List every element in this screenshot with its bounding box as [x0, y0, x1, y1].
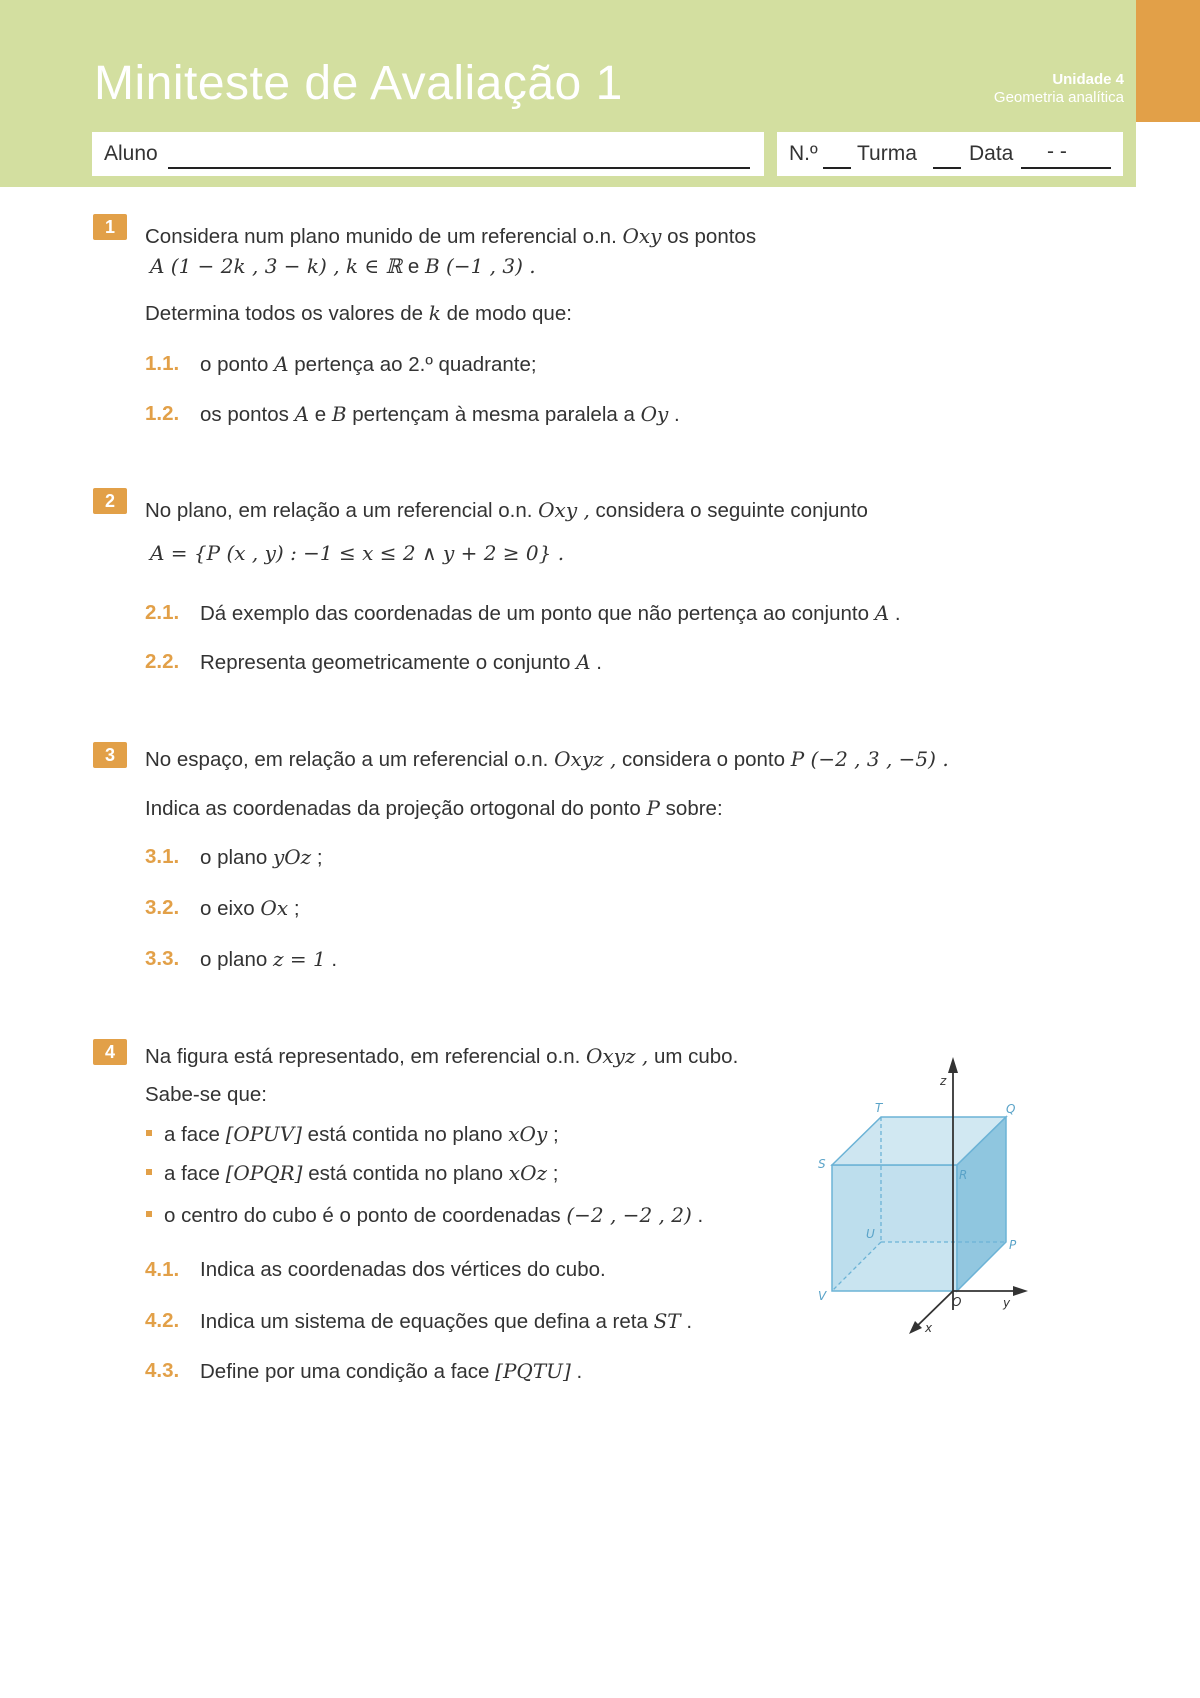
number-label: N.º	[789, 142, 818, 165]
item-3-2-number: 3.2.	[145, 896, 180, 919]
item-4-2-text: Indica um sistema de equações que defina a reta ST .	[200, 1309, 693, 1333]
q4-bullet-2: a face [OPQR] está contida no plano xOz ;	[164, 1161, 559, 1185]
item-1-2-number: 1.2.	[145, 402, 180, 425]
item-4-1-number: 4.1.	[145, 1258, 180, 1281]
item-3-1-number: 3.1.	[145, 845, 180, 868]
item-1-2-text: os pontos A e B pertençam à mesma paralela a Oy .	[200, 402, 680, 426]
unit-label: Unidade 4	[1052, 71, 1124, 88]
page-title: Miniteste de Avaliação 1	[94, 57, 623, 110]
class-line[interactable]	[933, 167, 961, 169]
bullet-icon	[146, 1130, 152, 1136]
q4-bullet-3: o centro do cubo é o ponto de coordenadas (−2 , −2 , 2) .	[164, 1203, 704, 1227]
label-v: V	[818, 1289, 827, 1303]
q4-known: Sabe-se que:	[145, 1083, 267, 1106]
q4-intro-line1: Na figura está representado, em referencial o.n. Oxyz , um cubo.	[145, 1044, 739, 1068]
unit-topic: Geometria analítica	[993, 89, 1124, 106]
label-s: S	[818, 1157, 826, 1171]
student-field[interactable]	[92, 132, 764, 176]
z-axis-arrow	[948, 1057, 958, 1073]
item-3-2-text: o eixo Ox ;	[200, 896, 300, 920]
item-3-3-number: 3.3.	[145, 947, 180, 970]
date-line[interactable]	[1021, 167, 1111, 169]
item-1-1-number: 1.1.	[145, 352, 180, 375]
question-3-badge: 3	[93, 742, 127, 768]
unit-info	[994, 71, 1124, 107]
number-line[interactable]	[823, 167, 851, 169]
item-3-3-text: o plano z = 1 .	[200, 947, 338, 971]
label-o: O	[952, 1295, 962, 1309]
question-4-badge: 4	[93, 1039, 127, 1065]
label-z: z	[940, 1074, 947, 1088]
item-2-1-number: 2.1.	[145, 601, 180, 624]
label-u: U	[866, 1227, 875, 1241]
item-2-1-text: Dá exemplo das coordenadas de um ponto que não pertença ao conjunto A .	[200, 601, 901, 625]
q1-intro-line2: A (1 − 2k , 3 − k) , k ∈ ℝ e B (−1 , 3) .	[150, 254, 536, 278]
x-axis	[913, 1291, 953, 1330]
label-y: y	[1003, 1296, 1011, 1310]
date-separators: - -	[1047, 140, 1067, 163]
label-t: T	[875, 1101, 883, 1115]
class-label: Turma	[857, 142, 917, 165]
label-p: P	[1009, 1238, 1017, 1252]
corner-tab	[1136, 0, 1200, 122]
q4-bullet-1: a face [OPUV] está contida no plano xOy ;	[164, 1122, 559, 1146]
item-4-2-number: 4.2.	[145, 1309, 180, 1332]
q3-intro-line1: No espaço, em relação a um referencial o.n. Oxyz , considera o ponto P (−2 , 3 , −5) .	[145, 747, 949, 771]
question-1-badge: 1	[93, 214, 127, 240]
y-axis-arrow	[1013, 1286, 1028, 1296]
q2-intro-line1: No plano, em relação a um referencial o.n. Oxy , considera o seguinte conjunto	[145, 498, 868, 522]
label-x: x	[925, 1321, 933, 1335]
date-label: Data	[969, 142, 1014, 165]
question-2-badge: 2	[93, 488, 127, 514]
item-2-2-text: Representa geometricamente o conjunto A .	[200, 650, 602, 674]
q1-intro-line1: Considera num plano munido de um referencial o.n. Oxy os pontos	[145, 224, 757, 248]
item-2-2-number: 2.2.	[145, 650, 180, 673]
item-4-3-text: Define por uma condição a face [PQTU] .	[200, 1359, 583, 1383]
info-field	[777, 132, 1123, 176]
q2-set-expression: A = {P (x , y) : −1 ≤ x ≤ 2 ∧ y + 2 ≥ 0} .	[150, 541, 565, 565]
item-4-3-number: 4.3.	[145, 1359, 180, 1382]
label-r: R	[959, 1168, 968, 1182]
item-1-1-text: o ponto A pertença ao 2.º quadrante;	[200, 352, 537, 376]
cube-figure	[810, 1055, 1040, 1345]
q1-instruction: Determina todos os valores de k de modo que:	[145, 301, 572, 325]
student-label: Aluno	[104, 142, 158, 165]
q3-instruction: Indica as coordenadas da projeção ortogonal do ponto P sobre:	[145, 796, 723, 820]
bullet-icon	[146, 1211, 152, 1217]
item-4-1-text: Indica as coordenadas dos vértices do cubo.	[200, 1258, 606, 1281]
label-q: Q	[1006, 1102, 1016, 1116]
bullet-icon	[146, 1169, 152, 1175]
student-line[interactable]	[168, 167, 750, 169]
item-3-1-text: o plano yOz ;	[200, 845, 323, 869]
